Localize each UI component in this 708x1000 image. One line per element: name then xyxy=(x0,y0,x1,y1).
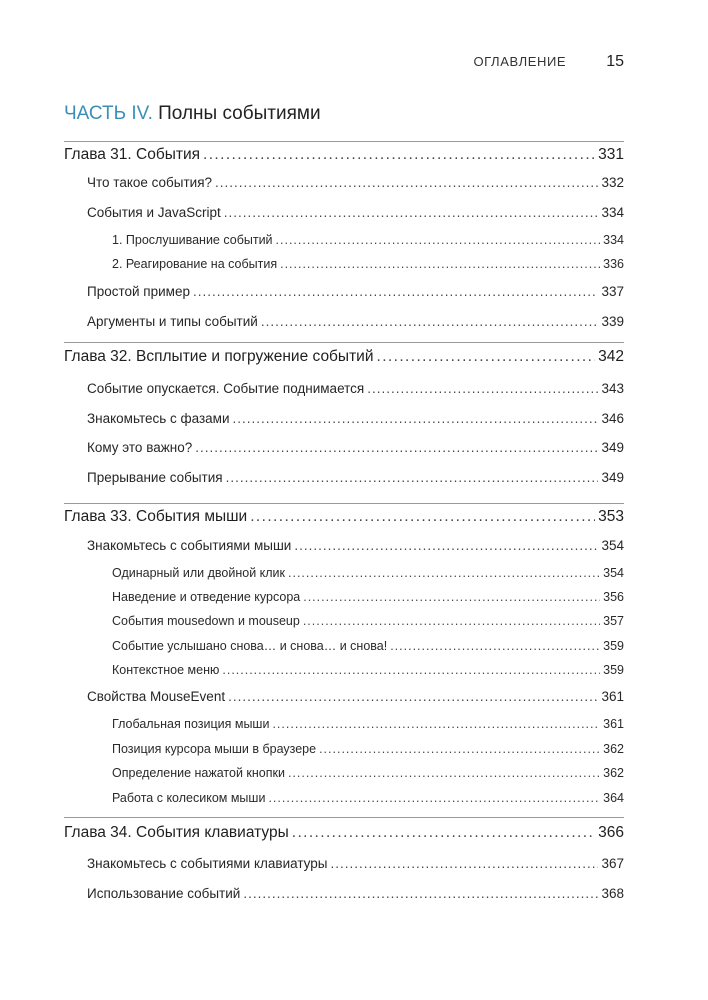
dot-leader xyxy=(243,886,598,901)
entry-page: 339 xyxy=(601,314,624,329)
toc-chapter-entry[interactable] xyxy=(64,824,624,842)
toc-chapter-entry[interactable] xyxy=(64,348,624,366)
toc-subsection-entry[interactable] xyxy=(112,257,624,271)
dot-leader xyxy=(233,411,599,426)
dot-leader xyxy=(303,614,600,628)
toc-chapter-entry[interactable] xyxy=(64,146,624,164)
entry-title: Глава 34. События клавиатуры xyxy=(64,824,289,841)
entry-title: События mousedown и mouseup xyxy=(112,614,300,628)
toc-subsection-entry[interactable] xyxy=(112,742,624,756)
entry-title: Прерывание события xyxy=(87,470,223,485)
toc-section-entry[interactable] xyxy=(87,440,624,455)
dot-leader xyxy=(276,233,601,247)
toc-subsection-entry[interactable] xyxy=(112,614,624,628)
entry-title: Работа с колесиком мыши xyxy=(112,791,266,805)
dot-leader xyxy=(303,590,600,604)
dot-leader xyxy=(294,538,598,553)
entry-page: 336 xyxy=(603,257,624,271)
entry-title: Кому это важно? xyxy=(87,440,193,455)
entry-page: 354 xyxy=(603,566,624,580)
toc-subsection-entry[interactable] xyxy=(112,717,624,731)
toc-section-entry[interactable] xyxy=(87,381,624,396)
entry-title: Простой пример xyxy=(87,284,190,299)
entry-title: Определение нажатой кнопки xyxy=(112,766,285,780)
entry-title: Знакомьтесь с фазами xyxy=(87,411,230,426)
entry-title: Знакомьтесь с событиями клавиатуры xyxy=(87,856,328,871)
entry-title: Глава 33. События мыши xyxy=(64,508,248,525)
dot-leader xyxy=(195,440,598,455)
entry-page: 334 xyxy=(603,233,624,247)
dot-leader xyxy=(268,791,600,805)
toc-subsection-entry[interactable] xyxy=(112,791,624,805)
toc-chapter-entry[interactable] xyxy=(64,508,624,526)
entry-page: 368 xyxy=(601,886,624,901)
entry-title: Контекстное меню xyxy=(112,663,220,677)
toc-subsection-entry[interactable] xyxy=(112,663,624,677)
entry-title: Знакомьтесь с событиями мыши xyxy=(87,538,292,553)
toc-subsection-entry[interactable] xyxy=(112,233,624,247)
toc-section-entry[interactable] xyxy=(87,886,624,901)
toc-section-entry[interactable] xyxy=(87,689,624,704)
part-title: Полны событиями xyxy=(158,103,321,124)
entry-page: 361 xyxy=(603,717,624,731)
toc-section-entry[interactable] xyxy=(87,538,624,553)
entry-page: 349 xyxy=(601,470,624,485)
entry-title: События и JavaScript xyxy=(87,205,221,220)
entry-page: 356 xyxy=(603,590,624,604)
toc-subsection-entry[interactable] xyxy=(112,590,624,604)
toc-section-entry[interactable] xyxy=(87,205,624,220)
entry-page: 342 xyxy=(598,348,624,365)
toc-subsection-entry[interactable] xyxy=(112,766,624,780)
entry-title: Что такое события? xyxy=(87,175,213,190)
dot-leader xyxy=(215,175,598,190)
dot-leader xyxy=(224,205,599,220)
entry-title: Событие услышано снова… и снова… и снова! xyxy=(112,639,388,653)
entry-title: Одинарный или двойной клик xyxy=(112,566,285,580)
entry-page: 354 xyxy=(601,538,624,553)
entry-page: 361 xyxy=(601,689,624,704)
entry-page: 367 xyxy=(601,856,624,871)
entry-title: Аргументы и типы событий xyxy=(87,314,258,329)
dot-leader xyxy=(261,314,599,329)
toc-subsection-entry[interactable] xyxy=(112,566,624,580)
entry-title: Событие опускается. Событие поднимается xyxy=(87,381,365,396)
entry-page: 331 xyxy=(598,146,624,163)
entry-page: 332 xyxy=(601,175,624,190)
dot-leader xyxy=(319,742,600,756)
toc-section-entry[interactable] xyxy=(87,175,624,190)
entry-title: Свойства MouseEvent xyxy=(87,689,226,704)
entry-page: 362 xyxy=(603,766,624,780)
entry-page: 353 xyxy=(598,508,624,525)
part-label: ЧАСТЬ IV. xyxy=(64,103,153,124)
entry-title: Позиция курсора мыши в браузере xyxy=(112,742,317,756)
dot-leader xyxy=(222,663,600,677)
page-number: 15 xyxy=(606,53,624,70)
entry-page: 334 xyxy=(601,205,624,220)
dot-leader xyxy=(280,257,600,271)
toc-section-entry[interactable] xyxy=(87,411,624,426)
dot-leader xyxy=(330,856,598,871)
entry-page: 359 xyxy=(603,639,624,653)
entry-page: 343 xyxy=(601,381,624,396)
toc-section-entry[interactable] xyxy=(87,856,624,871)
entry-title: 2. Реагирование на события xyxy=(112,257,278,271)
entry-page: 364 xyxy=(603,791,624,805)
dot-leader xyxy=(367,381,598,396)
dot-leader xyxy=(203,146,595,164)
entry-title: Глава 31. События xyxy=(64,146,201,163)
dot-leader xyxy=(288,566,600,580)
entry-page: 366 xyxy=(598,824,624,841)
dot-leader xyxy=(272,717,600,731)
entry-page: 357 xyxy=(603,614,624,628)
entry-title: 1. Прослушивание событий xyxy=(112,233,273,247)
entry-title: Наведение и отведение курсора xyxy=(112,590,301,604)
toc-section-entry[interactable] xyxy=(87,470,624,485)
entry-title: Глобальная позиция мыши xyxy=(112,717,270,731)
dot-leader xyxy=(390,639,600,653)
dot-leader xyxy=(377,348,596,366)
dot-leader xyxy=(250,508,595,526)
entry-title: Глава 32. Всплытие и погружение событий xyxy=(64,348,374,365)
dot-leader xyxy=(292,824,595,842)
toc-subsection-entry[interactable] xyxy=(112,639,624,653)
entry-page: 362 xyxy=(603,742,624,756)
toc-section-entry[interactable] xyxy=(87,314,624,329)
dot-leader xyxy=(226,470,599,485)
entry-page: 337 xyxy=(601,284,624,299)
dot-leader xyxy=(288,766,600,780)
entry-title: Использование событий xyxy=(87,886,241,901)
entry-page: 346 xyxy=(601,411,624,426)
toc-section-entry[interactable] xyxy=(87,284,624,299)
dot-leader xyxy=(228,689,598,704)
running-title: ОГЛАВЛЕНИЕ xyxy=(473,54,567,69)
entry-page: 359 xyxy=(603,663,624,677)
dot-leader xyxy=(193,284,599,299)
entry-page: 349 xyxy=(601,440,624,455)
